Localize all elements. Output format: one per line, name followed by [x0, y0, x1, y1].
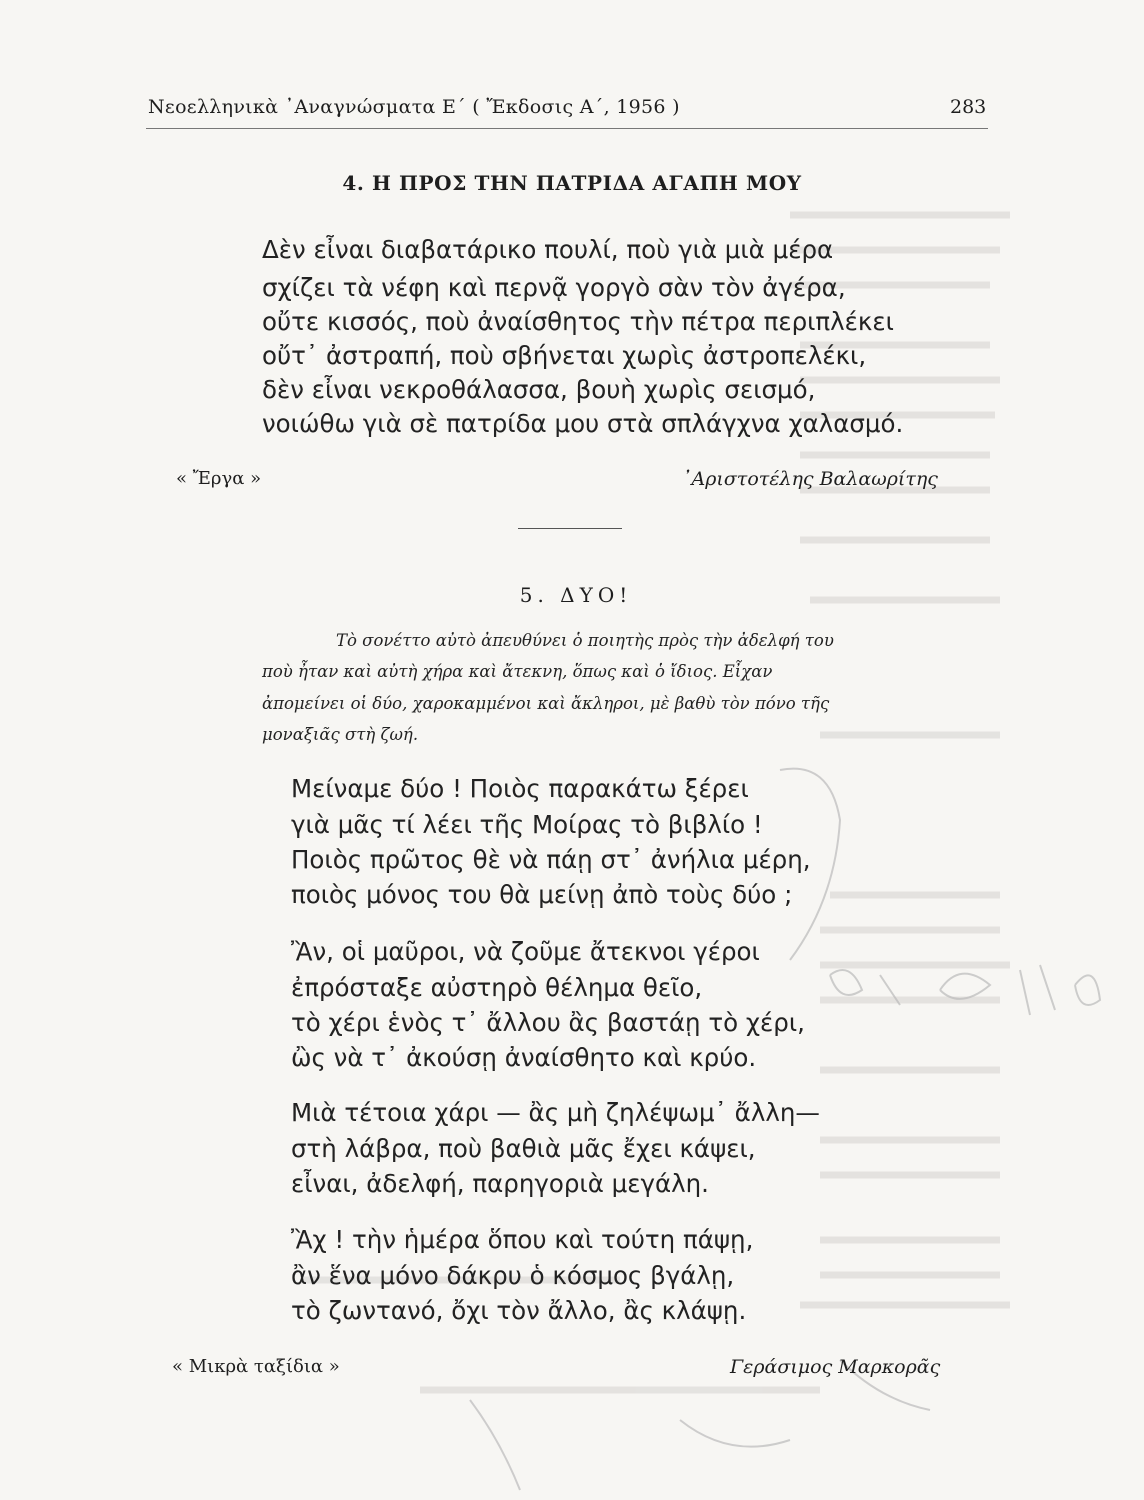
- poem-title: 5. ΔΥΟ!: [519, 583, 633, 607]
- poem-line: τὸ χέρι ἑνὸς τ᾽ ἄλλου ἂς βαστάῃ τὸ χέρι,: [291, 1008, 805, 1037]
- poem-line: Δὲν εἶναι διαβατάρικο πουλί, ποὺ γιὰ μιὰ μέρα: [262, 235, 834, 264]
- source-work: « Μικρὰ ταξίδια »: [172, 1356, 340, 1377]
- intro-line: ἀπομείνει οἱ δύο, χαροκαμμένοι καὶ ἄκληροι, μὲ βαθὺ τὸν πόνο τῆς: [262, 694, 830, 713]
- poem-line: Ποιὸς πρῶτος θὲ νὰ πάῃ στ᾽ ἀνήλια μέρη,: [291, 845, 811, 874]
- poem-line: ἐπρόσταξε αὐστηρὸ θέλημα θεῖο,: [291, 973, 703, 1002]
- poem-title: 4. Η ΠΡΟΣ ΤΗΝ ΠΑΤΡΙΔΑ ΑΓΑΠΗ ΜΟΥ: [342, 171, 802, 195]
- poem-line: Μιὰ τέτοια χάρι — ἂς μὴ ζηλέψωμ᾽ ἄλλη—: [291, 1098, 820, 1127]
- poem-author: ᾿Αριστοτέλης Βαλαωρίτης: [682, 468, 938, 490]
- header-rule: [146, 128, 988, 129]
- poem-line: οὔτ᾽ ἀστραπή, ποὺ σβήνεται χωρὶς ἀστροπελέκι,: [262, 341, 867, 370]
- poem-line: τὸ ζωντανό, ὄχι τὸν ἄλλο, ἂς κλάψῃ.: [291, 1296, 747, 1325]
- poem-line: στὴ λάβρα, ποὺ βαθιὰ μᾶς ἔχει κάψει,: [291, 1134, 756, 1163]
- intro-line: Τὸ σονέττο αὐτὸ ἀπευθύνει ὁ ποιητὴς πρὸς τὴν ἀδελφή του: [336, 631, 834, 650]
- poem-line: γιὰ μᾶς τί λέει τῆς Μοίρας τὸ βιβλίο !: [291, 810, 763, 839]
- poem-line: Ἂχ ! τὴν ἡμέρα ὅπου καὶ τούτη πάψῃ,: [291, 1225, 754, 1254]
- poem-line: ποιὸς μόνος του θὰ μείνῃ ἀπὸ τοὺς δύο ;: [291, 880, 793, 909]
- page-number: 283: [950, 96, 987, 118]
- poem-author: Γεράσιμος Μαρκορᾶς: [730, 1356, 941, 1378]
- poem-line: νοιώθω γιὰ σὲ πατρίδα μου στὰ σπλάγχνα χαλασμό.: [262, 409, 904, 438]
- source-work: « Ἔργα »: [176, 468, 262, 489]
- poem-line: Ἂν, οἱ μαῦροι, νὰ ζοῦμε ἄτεκνοι γέροι: [291, 937, 760, 966]
- poem-line: δὲν εἶναι νεκροθάλασσα, βουὴ χωρὶς σεισμό,: [262, 375, 816, 404]
- intro-line: ποὺ ἦταν καὶ αὐτὴ χήρα καὶ ἄτεκνη, ὅπως καὶ ὁ ἴδιος. Εἶχαν: [262, 662, 773, 681]
- poem-line: εἶναι, ἀδελφή, παρηγοριὰ μεγάλη.: [291, 1169, 709, 1198]
- poem-line: Μείναμε δύο ! Ποιὸς παρακάτω ξέρει: [291, 774, 749, 803]
- poem-line: ὢς νὰ τ᾽ ἀκούσῃ ἀναίσθητο καὶ κρύο.: [291, 1043, 757, 1072]
- running-header: Νεοελληνικὰ ᾿Αναγνώσματα Ε΄ ( Ἔκδοσις Α΄, 1956 ): [148, 96, 680, 118]
- section-divider: [518, 528, 622, 529]
- poem-line: ἂν ἕνα μόνο δάκρυ ὁ κόσμος βγάλῃ,: [291, 1261, 735, 1290]
- poem-line: σχίζει τὰ νέφη καὶ περνᾷ γοργὸ σὰν τὸν ἀγέρα,: [262, 273, 846, 302]
- poem-line: οὔτε κισσός, ποὺ ἀναίσθητος τὴν πέτρα περιπλέκει: [262, 307, 894, 336]
- intro-line: μοναξιᾶς στὴ ζωή.: [262, 725, 419, 744]
